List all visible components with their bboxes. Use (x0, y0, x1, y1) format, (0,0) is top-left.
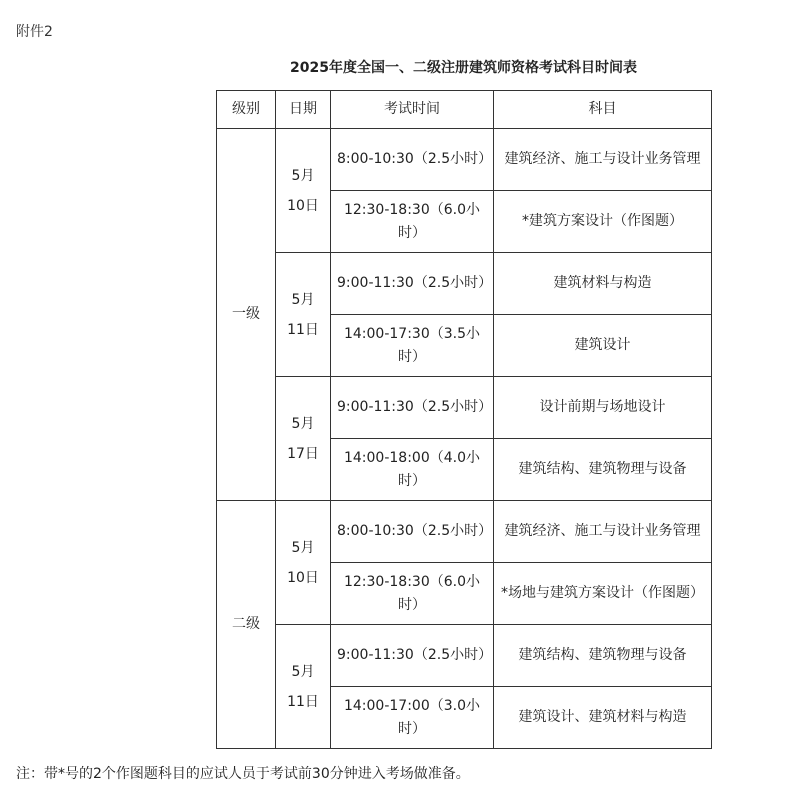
date-month: 5月 (291, 539, 315, 556)
date-month: 5月 (291, 663, 315, 680)
subject-cell: 建筑经济、施工与设计业务管理 (494, 501, 712, 563)
subject-cell: 建筑结构、建筑物理与设备 (494, 625, 712, 687)
subject-cell: 建筑经济、施工与设计业务管理 (494, 129, 712, 191)
subject-cell: 建筑材料与构造 (494, 253, 712, 315)
table-row (217, 377, 712, 439)
subject-cell: 设计前期与场地设计 (494, 377, 712, 439)
header-date: 日期 (276, 91, 331, 129)
table-row (217, 625, 712, 687)
table-header-row (217, 91, 712, 129)
date-cell (276, 501, 331, 625)
date-month: 5月 (291, 291, 315, 308)
exam-time-cell: 14:00-17:00（3.0小时） (331, 687, 494, 749)
level-cell: 一级 (217, 129, 276, 501)
date-day: 10日 (287, 197, 319, 214)
footnote: 注：带*号的2个作图题科目的应试人员于考试前30分钟进入考场做准备。 (16, 766, 470, 782)
subject-cell: 建筑结构、建筑物理与设备 (494, 439, 712, 501)
subject-cell: 建筑设计 (494, 315, 712, 377)
level-cell: 二级 (217, 501, 276, 749)
subject-cell: *场地与建筑方案设计（作图题） (494, 563, 712, 625)
attachment-label: 附件2 (16, 24, 53, 40)
exam-time-cell: 8:00-10:30（2.5小时） (331, 501, 494, 563)
table-row (217, 501, 712, 563)
exam-time-cell: 14:00-17:30（3.5小时） (331, 315, 494, 377)
exam-time-cell: 9:00-11:30（2.5小时） (331, 253, 494, 315)
date-day: 10日 (287, 569, 319, 586)
date-cell (276, 625, 331, 749)
date-month: 5月 (291, 167, 315, 184)
date-day: 17日 (287, 445, 319, 462)
date-month: 5月 (291, 415, 315, 432)
subject-cell: 建筑设计、建筑材料与构造 (494, 687, 712, 749)
subject-cell: *建筑方案设计（作图题） (494, 191, 712, 253)
header-subject: 科目 (494, 91, 712, 129)
page-title: 2025年度全国一、二级注册建筑师资格考试科目时间表 (290, 60, 637, 76)
table-row (217, 129, 712, 191)
exam-time-cell: 12:30-18:30（6.0小时） (331, 191, 494, 253)
date-day: 11日 (287, 693, 319, 710)
header-level: 级别 (217, 91, 276, 129)
header-exam-time: 考试时间 (331, 91, 494, 129)
exam-schedule-table (216, 90, 712, 749)
exam-time-cell: 12:30-18:30（6.0小时） (331, 563, 494, 625)
exam-time-cell: 8:00-10:30（2.5小时） (331, 129, 494, 191)
date-cell (276, 129, 331, 253)
exam-time-cell: 9:00-11:30（2.5小时） (331, 625, 494, 687)
date-cell (276, 253, 331, 377)
exam-time-cell: 14:00-18:00（4.0小时） (331, 439, 494, 501)
exam-time-cell: 9:00-11:30（2.5小时） (331, 377, 494, 439)
date-cell (276, 377, 331, 501)
date-day: 11日 (287, 321, 319, 338)
table-row (217, 253, 712, 315)
